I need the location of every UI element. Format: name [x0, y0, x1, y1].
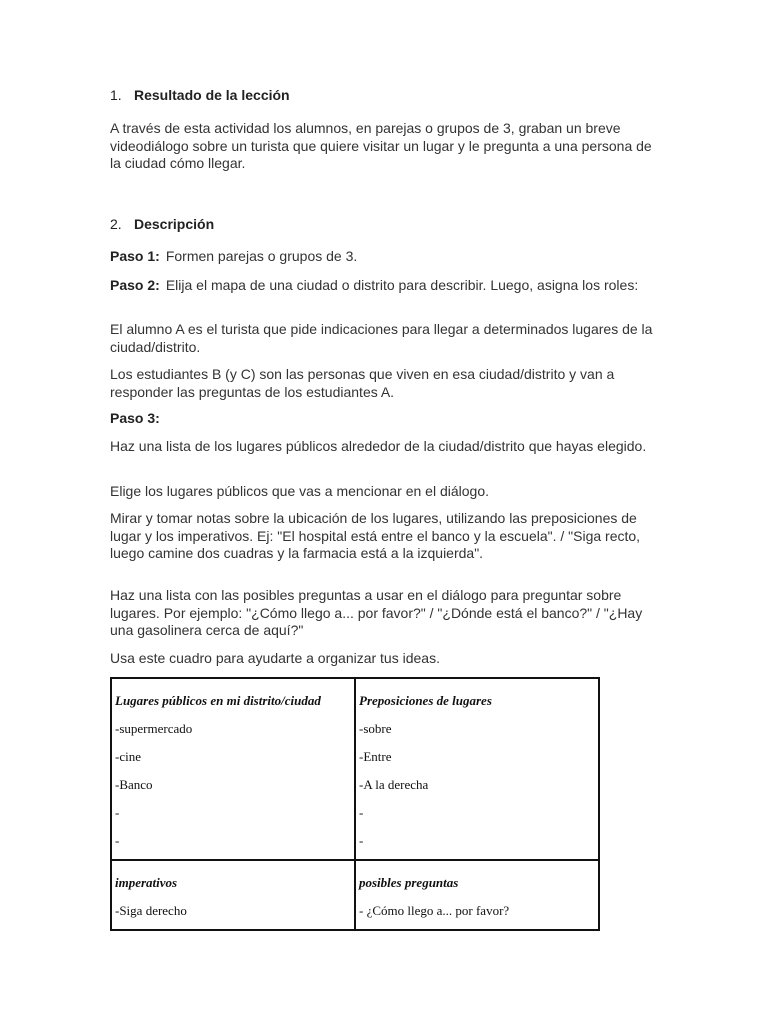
usa-cuadro-paragraph: Usa este cuadro para ayudarte a organizar tus ideas.: [110, 650, 440, 666]
list-item: -: [115, 833, 120, 848]
cell-posibles-preguntas: [355, 860, 599, 930]
cell-preposiciones: [355, 678, 599, 860]
list-item: -supermercado: [115, 721, 193, 736]
lista-lugares-paragraph: Haz una lista de los lugares públicos alrededor de la ciudad/distrito que hayas elegido.: [110, 438, 647, 454]
list-item: -Entre: [359, 749, 392, 764]
cell-lugares-publicos: [111, 678, 355, 860]
list-item: -Banco: [115, 777, 153, 792]
lista-preguntas-paragraph: Haz una lista con las posibles preguntas a usar en el diálogo para preguntar sobre lugares. Por ejemplo: "¿Cómo llego a... por favor?" / "¿Dónde está el banco?" / "¿Hay una gasolinera cerca de aquí?": [110, 587, 643, 638]
section-1-heading: [110, 86, 290, 104]
section-1-body: A través de esta actividad los alumnos, en parejas o grupos de 3, graban un breve videodiálogo sobre un turista que quiere visitar un lugar y le pregunta a una persona de la ciudad cómo llegar.: [110, 120, 652, 171]
paso-3-label: Paso 3:: [110, 410, 160, 426]
list-item: -sobre: [359, 721, 392, 736]
list-item: - ¿Cómo llego a... por favor?: [359, 903, 510, 918]
paso-2: [110, 277, 665, 295]
section-1-number: 1.: [110, 87, 122, 103]
section-1-title: Resultado de la lección: [134, 87, 290, 103]
ideas-table: [110, 677, 600, 931]
list-item: -: [359, 805, 364, 820]
table-row-bottom: [111, 860, 599, 930]
list-item: -: [115, 805, 120, 820]
list-item: -Siga derecho: [115, 903, 187, 918]
mirar-notas-paragraph: Mirar y tomar notas sobre la ubicación de los lugares, utilizando las preposiciones de lugar y los imperativos. Ej: "El hospital está entre el banco y la escuela". / "Siga recto, luego camine dos cuadras y la farmacia está a la izquierda".: [110, 510, 641, 561]
cell-header: Lugares públicos en mi distrito/ciudad: [115, 693, 321, 708]
alumno-a-paragraph: El alumno A es el turista que pide indicaciones para llegar a determinados lugares de la ciudad/distrito.: [110, 321, 653, 355]
list-item: -cine: [115, 749, 141, 764]
paso-3: [110, 410, 665, 428]
elige-lugares-paragraph: Elige los lugares públicos que vas a mencionar en el diálogo.: [110, 483, 490, 499]
table-row-top: [111, 678, 599, 860]
cell-header: imperativos: [115, 875, 178, 890]
section-2-heading: [110, 215, 214, 233]
estudiantes-bc-paragraph: Los estudiantes B (y C) son las personas que viven en esa ciudad/distrito y van a responder las preguntas de los estudiantes A.: [110, 366, 615, 400]
section-2-number: 2.: [110, 216, 122, 232]
paso-2-text: Elija el mapa de una ciudad o distrito para describir. Luego, asigna los roles:: [165, 277, 639, 293]
cell-header: posibles preguntas: [359, 875, 459, 890]
paso-1-text: Formen parejas o grupos de 3.: [165, 248, 358, 264]
paso-2-label: Paso 2:: [110, 277, 160, 293]
list-item: -A la derecha: [359, 777, 429, 792]
list-item: -: [359, 833, 364, 848]
cell-header: Preposiciones de lugares: [359, 693, 492, 708]
section-2-title: Descripción: [134, 216, 215, 232]
paso-1: [110, 248, 665, 266]
cell-imperativos: [111, 860, 355, 930]
paso-1-label: Paso 1:: [110, 248, 160, 264]
